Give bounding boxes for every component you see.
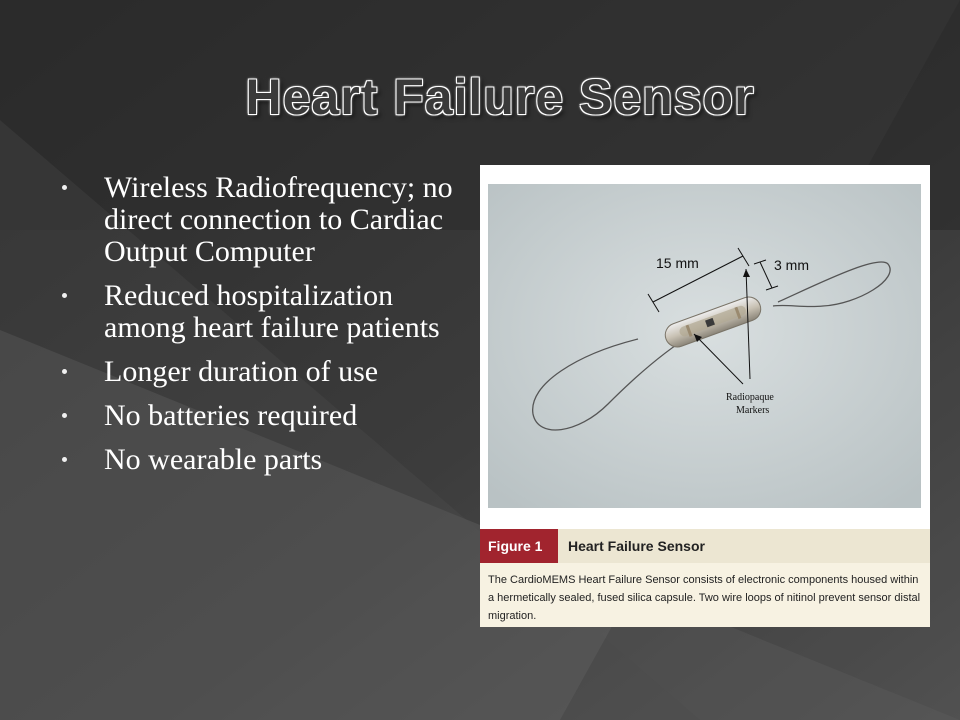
marker-label-line1: Radiopaque — [726, 392, 774, 403]
bullet-dot-icon — [62, 369, 67, 374]
bullet-item — [62, 356, 472, 388]
slide-title: Heart Failure Sensor — [245, 69, 755, 125]
bullet-item — [62, 172, 472, 268]
figure-title: Heart Failure Sensor — [558, 529, 930, 563]
bullet-list — [62, 172, 472, 488]
sensor-figure — [480, 165, 930, 627]
sensor-photo — [488, 184, 921, 508]
figure-number: Figure 1 — [480, 529, 558, 563]
dimension-short-label: 3 mm — [774, 257, 809, 273]
bullet-dot-icon — [62, 413, 67, 418]
bullet-item — [62, 280, 472, 344]
bullet-item — [62, 400, 472, 432]
bullet-text: No wearable parts — [104, 443, 323, 476]
figure-caption: The CardioMEMS Heart Failure Sensor consists of electronic components housed within a hermetically sealed, fused silica capsule. Two wire loops of nitinol prevent sensor distal migration. — [480, 563, 930, 627]
bullet-dot-icon — [62, 293, 67, 298]
bullet-item — [62, 444, 472, 476]
dimension-long-label: 15 mm — [656, 255, 699, 271]
bullet-text: No batteries required — [104, 399, 358, 432]
bullet-text: Wireless Radiofrequency; no direct connection to Cardiac Output Computer — [104, 171, 453, 268]
bullet-text: Reduced hospitalization among heart failure patients — [104, 279, 440, 344]
figure-header — [480, 529, 930, 563]
bullet-text: Longer duration of use — [104, 355, 379, 388]
bullet-dot-icon — [62, 185, 67, 190]
bullet-dot-icon — [62, 457, 67, 462]
marker-label-line2: Markers — [736, 405, 770, 416]
